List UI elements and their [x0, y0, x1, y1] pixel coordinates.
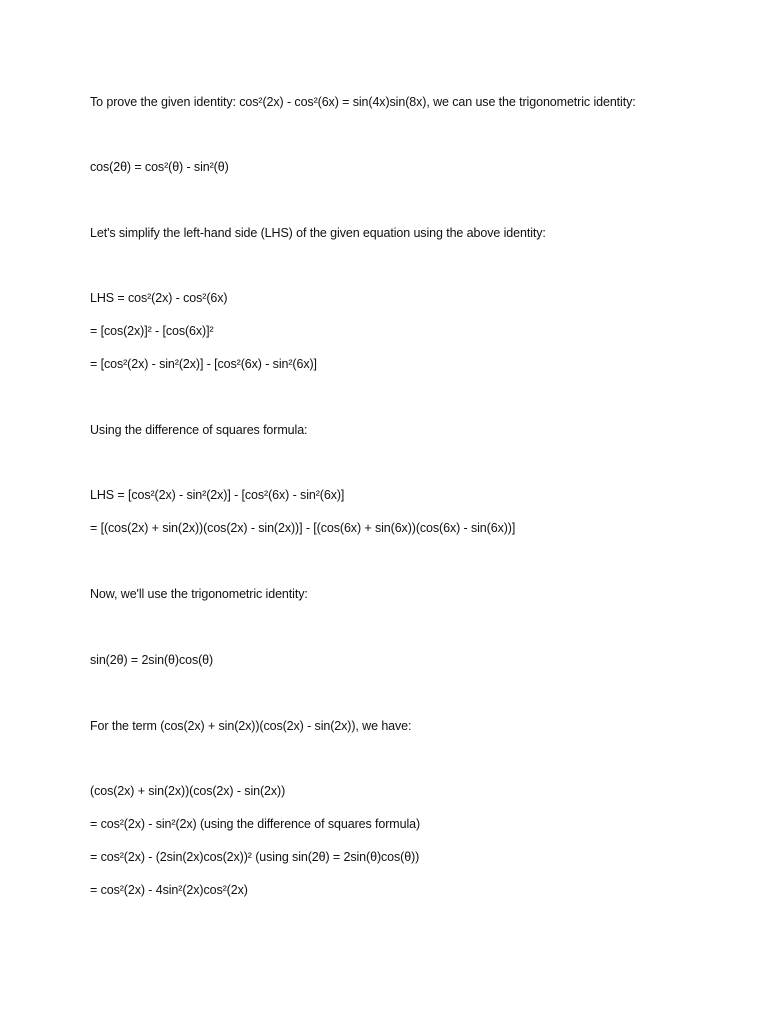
lhs-step-3: = [cos²(2x) - sin²(2x)] - [cos²(6x) - sin²(6x)]: [90, 357, 317, 371]
difference-of-squares-paragraph: Using the difference of squares formula:: [90, 423, 308, 437]
identity-cos-double-angle: cos(2θ) = cos²(θ) - sin²(θ): [90, 160, 229, 174]
term-step-2: = cos²(2x) - sin²(2x) (using the difference of squares formula): [90, 817, 421, 831]
term-step-1: (cos(2x) + sin(2x))(cos(2x) - sin(2x)): [90, 784, 286, 798]
lhs-factor-step-2: = [(cos(2x) + sin(2x))(cos(2x) - sin(2x))] - [(cos(6x) + sin(6x))(cos(6x) - sin(6x))]: [90, 521, 516, 535]
term-step-3: = cos²(2x) - (2sin(2x)cos(2x))² (using sin(2θ) = 2sin(θ)cos(θ)): [90, 850, 420, 864]
intro-paragraph: To prove the given identity: cos²(2x) - cos²(6x) = sin(4x)sin(8x), we can use the trigonometric identity:: [90, 95, 636, 109]
lhs-step-2: = [cos(2x)]² - [cos(6x)]²: [90, 324, 214, 338]
term-paragraph: For the term (cos(2x) + sin(2x))(cos(2x) - sin(2x)), we have:: [90, 719, 412, 733]
term-step-4: = cos²(2x) - 4sin²(2x)cos²(2x): [90, 883, 248, 897]
lhs-factor-step-1: LHS = [cos²(2x) - sin²(2x)] - [cos²(6x) - sin²(6x)]: [90, 488, 345, 502]
lhs-step-1: LHS = cos²(2x) - cos²(6x): [90, 291, 228, 305]
trig-identity-paragraph: Now, we'll use the trigonometric identity:: [90, 587, 308, 601]
identity-sin-double-angle: sin(2θ) = 2sin(θ)cos(θ): [90, 653, 214, 667]
simplify-lhs-paragraph: Let's simplify the left-hand side (LHS) of the given equation using the above identity:: [90, 226, 546, 240]
